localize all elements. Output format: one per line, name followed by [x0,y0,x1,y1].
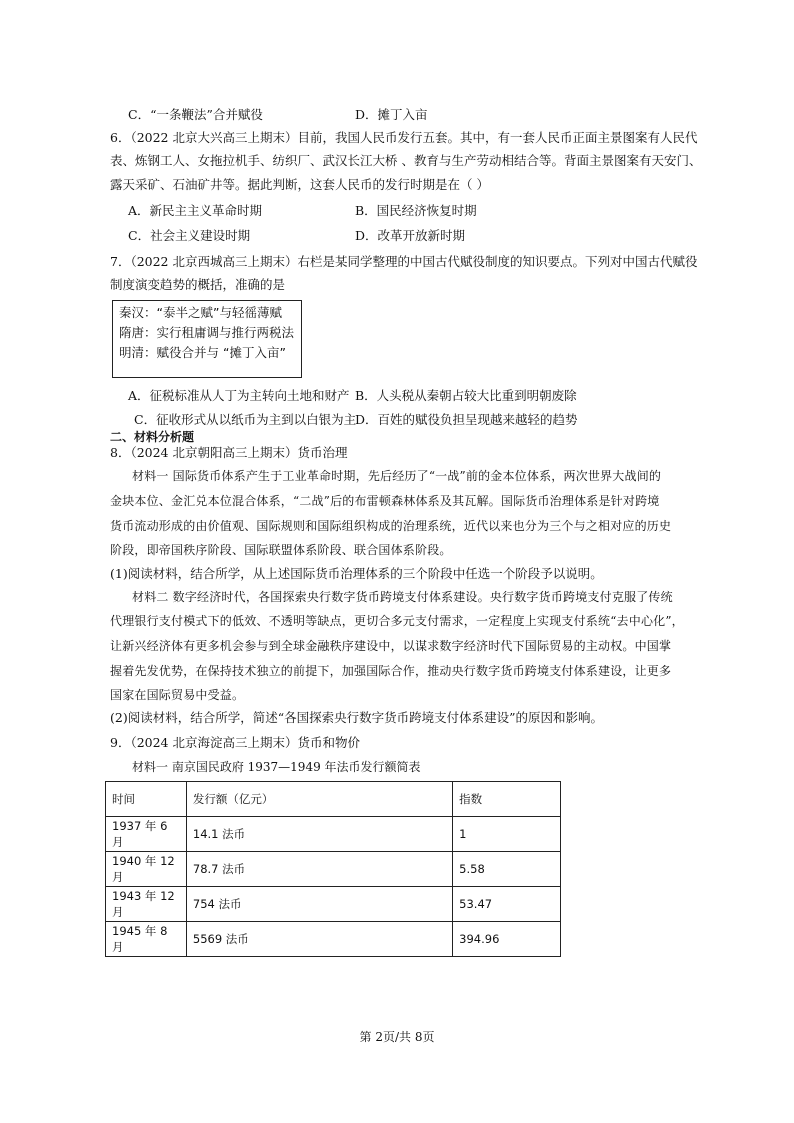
q8-material2-line2: 代理银行支付模式下的低效、不透明等缺点，更切合多元支付需求，一定程度上实现支付系统“去中心化”， [110,614,684,628]
q8-material1-line2: 金块本位、金汇兑本位混合体系，“二战”后的布雷顿森林体系及其瓦解。国际货币治理体系是针对跨境 [110,494,660,508]
currency-issuance-table [105,781,561,957]
table-header-cell: 发行额（亿元） [186,782,452,817]
q7-box-line-qinhan: 秦汉：“泰半之赋”与轻徭薄赋 [119,305,282,320]
page-footer: 第 2页/共 8页 [359,1030,435,1044]
section-heading-material-analysis: 二、材料分析题 [110,430,195,444]
q7-knowledge-box [112,300,302,378]
q8-material1-line1: 材料一 国际货币体系产生于工业革命时期，先后经历了“一战”前的金本位体系，两次世界大战间的 [132,469,662,483]
q8-material2-line3: 让新兴经济体有更多机会参与到全球金融秩序建设中，以谋求数字经济时代下国际贸易的主动权。中国掌 [110,639,672,653]
table-cell: 5569 法币 [186,922,452,957]
q9-material1-caption: 材料一 南京国民政府 1937—1949 年法币发行额简表 [132,760,421,774]
table-row [106,887,561,922]
q8-title: 8．（2024 北京朝阳高三上期末）货币治理 [110,445,348,460]
q7-box-line-mingqing: 明清：赋役合并与 “摊丁入亩” [119,345,286,360]
table-cell: 394.96 [453,922,561,957]
q7-option-a: A．征税标准从人丁为主转向土地和财产 [128,388,350,403]
q8-material1-line3: 货币流动形成的由价值观、国际规则和国际组织构成的治理系统，近代以来也分为三个与之相对应的历史 [110,519,672,533]
q7-option-c: C．征收形式从以纸币为主到以白银为主 [134,412,357,427]
q5-option-c: C．“一条鞭法”合并赋役 [128,107,263,122]
q8-material2-line1: 材料二 数字经济时代，各国探索央行数字货币跨境支付体系建设。央行数字货币跨境支付克服了传统 [132,590,673,604]
table-cell: 5.58 [453,852,561,887]
table-row [106,922,561,957]
table-row [106,852,561,887]
q8-subquestion-2: (2)阅读材料，结合所学，简述“各国探索央行数字货币跨境支付体系建设”的原因和影响。 [110,710,603,725]
table-cell: 1940 年 12 月 [106,852,187,887]
q8-material2-line5: 国家在国际贸易中受益。 [110,688,245,702]
q8-subquestion-1: (1)阅读材料，结合所学，从上述国际货币治理体系的三个阶段中任选一个阶段予以说明。 [110,566,603,581]
q6-option-b: B．国民经济恢复时期 [355,203,477,218]
table-cell: 1945 年 8 月 [106,922,187,957]
table-header-cell: 时间 [106,782,187,817]
q7-box-line-suitang: 隋唐：实行租庸调与推行两税法 [119,325,295,340]
q8-material1-line4: 阶段，即帝国秩序阶段、国际联盟体系阶段、联合国体系阶段。 [110,543,452,557]
q7-stem-line1: 7．（2022 北京西城高三上期末）右栏是某同学整理的中国古代赋役制度的知识要点。下列对中国古代赋役 [110,254,698,269]
table-row [106,817,561,852]
q5-option-d: D．摊丁入亩 [355,107,428,122]
q7-stem-line2: 制度演变趋势的概括，准确的是 [110,277,286,292]
q6-stem-line1: 6．（2022 北京大兴高三上期末）目前，我国人民币发行五套。其中，有一套人民币正面主景图案有人民代 [110,130,698,145]
table-cell: 53.47 [453,887,561,922]
q7-option-d: D．百姓的赋役负担呈现越来越轻的趋势 [355,412,578,427]
q6-option-d: D．改革开放新时期 [355,228,466,243]
table-cell: 754 法币 [186,887,452,922]
q6-stem-line2: 表、炼钢工人、女拖拉机手、纺织厂、武汉长江大桥 、教育与生产劳动相结合等。背面主景图案有天安门、 [110,153,702,168]
q6-option-c: C．社会主义建设时期 [128,228,251,243]
q8-material2-line4: 握着先发优势，在保持技术独立的前提下，加强国际合作，推动央行数字货币跨境支付体系建设，让更多 [110,664,672,678]
q7-option-b: B．人头税从秦朝占较大比重到明朝废除 [355,388,577,403]
q6-option-a: A．新民主主义革命时期 [128,203,263,218]
table-cell: 1943 年 12 月 [106,887,187,922]
table-header-cell: 指数 [453,782,561,817]
table-header-row [106,782,561,817]
q6-stem-line3: 露天采矿、石油矿井等。据此判断，这套人民币的发行时期是在（ ） [110,177,489,192]
table-cell: 14.1 法币 [186,817,452,852]
table-cell: 78.7 法币 [186,852,452,887]
q9-title: 9．（2024 北京海淀高三上期末）货币和物价 [110,735,360,750]
table-cell: 1937 年 6 月 [106,817,187,852]
table-cell: 1 [453,817,561,852]
